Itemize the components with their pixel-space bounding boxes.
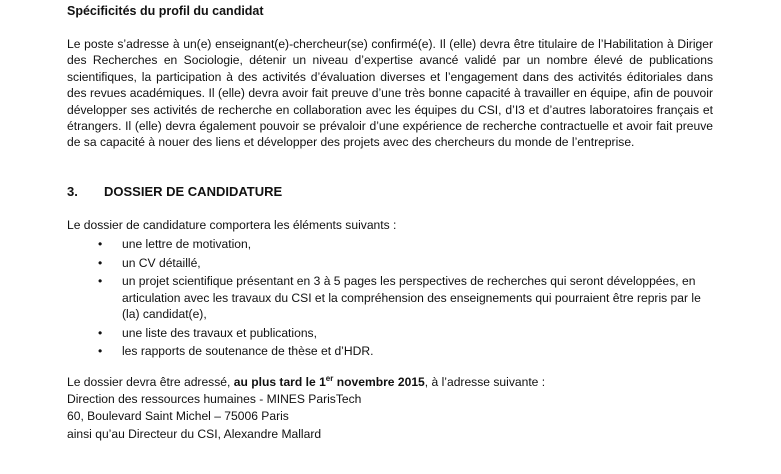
list-item	[98, 343, 713, 359]
deadline-ordinal: er	[325, 373, 334, 383]
address-line: Direction des ressources humaines - MINES ParisTech	[67, 392, 362, 407]
deadline-date-part-1: au plus tard le 1	[233, 375, 326, 389]
bullet-icon: •	[98, 255, 103, 270]
section-title-text: DOSSIER DE CANDIDATURE	[104, 184, 283, 199]
profile-paragraph: Le poste s’adresse à un(e) enseignant(e)-chercheur(se) confirmé(e). Il (elle) devra être titulaire de l’Habilitation à Diriger des Recherches en Sociologie, détenir un niveau d’expertise avancé validé par un nombre élevé de publications scientifiques, la participation à des activités d’évaluation diverses et l’engagement dans des activités éditoriales dans des revues académiques. Il (elle) devra avoir fait preuve d’une très bonne capacité à travailler en équipe, afin de pouvoir développer ses activités de recherche en collaboration avec les équipes du CSI, d’I3 et d’autres laboratoires français et étrangers. Il (elle) devra également pouvoir se prévaloir d’une expérience de recherche contractuelle et avoir fait preuve de sa capacité à nouer des liens et développer des projets avec des chercheurs du monde de l’entreprise.	[67, 37, 713, 150]
closing-block	[67, 374, 545, 443]
bullet-icon: •	[98, 274, 103, 289]
deadline-date-part-2: novembre 2015	[333, 375, 425, 389]
list-item	[98, 255, 713, 271]
bullet-icon: •	[98, 344, 103, 359]
list-item	[98, 325, 713, 341]
list-item	[98, 273, 713, 322]
list-item	[98, 236, 713, 252]
list-item-text: un CV détaillé,	[122, 255, 201, 270]
address-line: ainsi qu’au Directeur du CSI, Alexandre Mallard	[67, 426, 322, 441]
deadline-suffix: , à l’adresse suivante :	[424, 375, 546, 389]
bullet-icon: •	[98, 325, 103, 340]
section-title	[67, 184, 282, 199]
dossier-intro: Le dossier de candidature comportera les éléments suivants :	[67, 218, 397, 232]
deadline-prefix: Le dossier devra être adressé,	[67, 375, 234, 389]
list-item-text: une lettre de motivation,	[122, 237, 252, 251]
list-item-text: une liste des travaux et publications,	[122, 325, 317, 340]
deadline-line	[67, 374, 545, 391]
dossier-list	[98, 236, 713, 362]
address-line: 60, Boulevard Saint Michel – 75006 Paris	[67, 409, 289, 424]
bullet-icon: •	[98, 237, 103, 251]
list-item-text: un projet scientifique présentant en 3 à 5 pages les perspectives de recherches qui seront développées, en articulation avec les travaux du CSI et la compréhension des enseignements qui pourraient être repris par le (la) candidat(e),	[122, 274, 701, 321]
section-number: 3.	[67, 184, 78, 199]
profile-heading: Spécificités du profil du candidat	[67, 4, 264, 18]
list-item-text: les rapports de soutenance de thèse et d’HDR.	[122, 344, 374, 359]
